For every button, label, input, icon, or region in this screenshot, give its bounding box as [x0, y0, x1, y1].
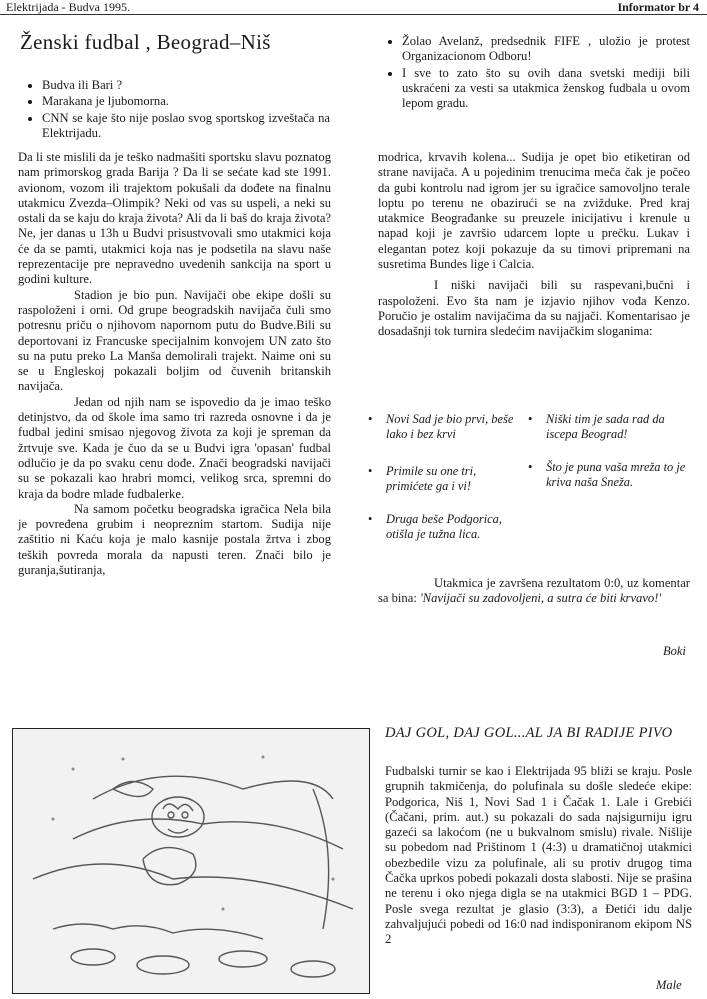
bullet-item: • I sve to zato što su ovih dana svetski mediji bili uskraćeni za vesti sa utakmica ženskog fudbala u ovom lepom gradu. [402, 66, 690, 112]
chant: • Niški tim je sada rad da iscepa Beograd! [546, 412, 686, 442]
chant: • Druga beše Podgorica, otišla je tužna lica. [386, 512, 526, 542]
closing-text: Utakmica je završena rezultatom 0:0, uz komentar sa bina: [378, 576, 690, 606]
closing-quote: 'Navijači su zadovoljeni, a sutra će biti krvavo!' [419, 591, 662, 606]
paragraph: Na samom početku beogradska igračica Nela bila je povređena grubim i neopreznim startom. Sudija nije zaštitio ni Kaću koja je malo kasnije postala žrtva i zbog teških povreda morala da napusti teren. Znači bilo je guranja,šutiranja, [18, 501, 331, 578]
paragraph: Fudbalski turnir se kao i Elektrijada 95 bliži se kraju. Posle grupnih takmičenja, do polufinala su došle sledeće ekipe: Podgorica, Niš 1, Novi Sad 1 i Čačak 1. Lale i Grebići (Čačani, prim. aut.) su pokazali do sada najsigurniju igru gazeći sa lakoćom (ne u bukvalnom smislu) rivale. Nišlije su pobedom nad Prištinom 1 (4:3) u dramatičnoj utakmici obezbedile vizu za polufinale, ali su protiv drugog tima Čačka uprkos pobedi pokazali dosta slabosti. Nije se prašina ne terenu i oko njega digla se na utakmici BGD 1 – PDG. Posle svega rezultat je glasio (3:3), a Đetići idu dalje zahvaljujući pobedi od 16:0 nad indisponiranom ekipom NS 2 [385, 764, 692, 947]
bullet-item: • CNN se kaje što nije poslao svog sportskog izveštača na Elektrijadu. [42, 111, 330, 142]
article2-body [385, 764, 692, 948]
cartoon-drawing [13, 729, 369, 993]
bullet-item: • Budva ili Bari ? [42, 78, 330, 93]
paragraph: Jedan od njih nam se ispovedio da je imao teško detinjstvo, da od škole ima samo tri razreda osnovne i da je fudbal jedini smisao njegovog života za koji je spreman da žrtvuje sve. Kada je čuo da se u Budvi igra 'opasan' fudbal odlučio je da po svaku cenu dođe. Znači beogradski navijači su se pokazali kao hrabri momci, velikog srca, spremni do kraja da bodre mlade fudbalerke. [18, 394, 331, 501]
header-right: Informator br 4 [617, 0, 699, 14]
paragraph: modrica, krvavih kolena... Sudija je opet bio etiketiran od strane navijača. A u pojedinim trenucima meča čak je počeo da gubi kontrolu nad igrom jer su igračice samovoljno terale loptu po terenu ne obazirući se na zvižduke. Pred kraj utakmice Beograđanke su preuzele inicijativu i krenule u napad koji je završio udarcem lopte u prečku. Lukav i elegantan potez koji pokazuje da su timovi pripremani na susretima Bundes lige i Calcia. [378, 150, 690, 272]
page-header [0, 0, 707, 14]
cartoon-illustration [12, 728, 370, 994]
article2-title: DAJ GOL, DAJ GOL...AL JA BI RADIJE PIVO [385, 725, 673, 741]
paragraph: Stadion je bio pun. Navijači obe ekipe došli su raspoloženi i orni. Od grupe beogradskih navijača čuli smo potresnu priču o njihovom napornom putu do Budve.Bili su deportovani iz Francuske specijalnim konvojem UN zato što su na putu preko La Manša demolirali trajekt. Naime oni su se u Engleskoj pokazali boljim od čuvenih britanskih navijača. [18, 287, 331, 394]
bullet-item: • Marakana je ljubomorna. [42, 94, 330, 109]
header-left: Elektrijada - Budva 1995. [6, 0, 130, 14]
signature-boki: Boki [663, 644, 686, 658]
closing-paragraph [378, 576, 690, 607]
left-column-text [18, 150, 331, 578]
chant: • Primile su one tri, primićete ga i vi! [386, 464, 526, 494]
chant: • Što je puna vaša mreža to je kriva naša Sneža. [546, 460, 686, 490]
paragraph: Da li ste mislili da je teško nadmašiti sportsku slavu poznatog nam primorskog grada Barija ? Da li se sećate kad ste 1991. avionom, vozom ili trajektom pokušali da dođete na finalnu utakmicu Zvezda–Olimpik? Neki od vas su uspeli, a neki su ostali da se kaju do kraja života? Ali da li baš do kraja života? Ne, jer danas u 13h u Budvi prisustvovali smo utakmici koja će da se pamti, utakmici koja nas je podsetila na slavu naše reprezentacije pre nepravedno uvedenih sankcija na sport u godini kulture. [18, 150, 331, 287]
paragraph: I niški navijači bili su raspevani,bučni i raspoloženi. Evo šta nam je izjavio njihov vođa Kenzo. Poručio je ostalim navijačima da su najjači. Komentarisao je dosadašnji tok turnira sledećim navijačkim sloganima: [378, 278, 690, 339]
right-bullets [378, 34, 690, 112]
bullet-item: • Žolao Avelanž, predsednik FIFE , uložio je protest Organizacionom Odboru! [402, 34, 690, 65]
left-bullets [18, 78, 330, 142]
chant: • Novi Sad je bio prvi, beše lako i bez krvi [386, 412, 526, 442]
signature-male: Male [656, 978, 682, 992]
article-title: Ženski fudbal , Beograd–Niš [20, 30, 271, 54]
header-rule [0, 14, 707, 15]
right-column-text [378, 150, 690, 340]
